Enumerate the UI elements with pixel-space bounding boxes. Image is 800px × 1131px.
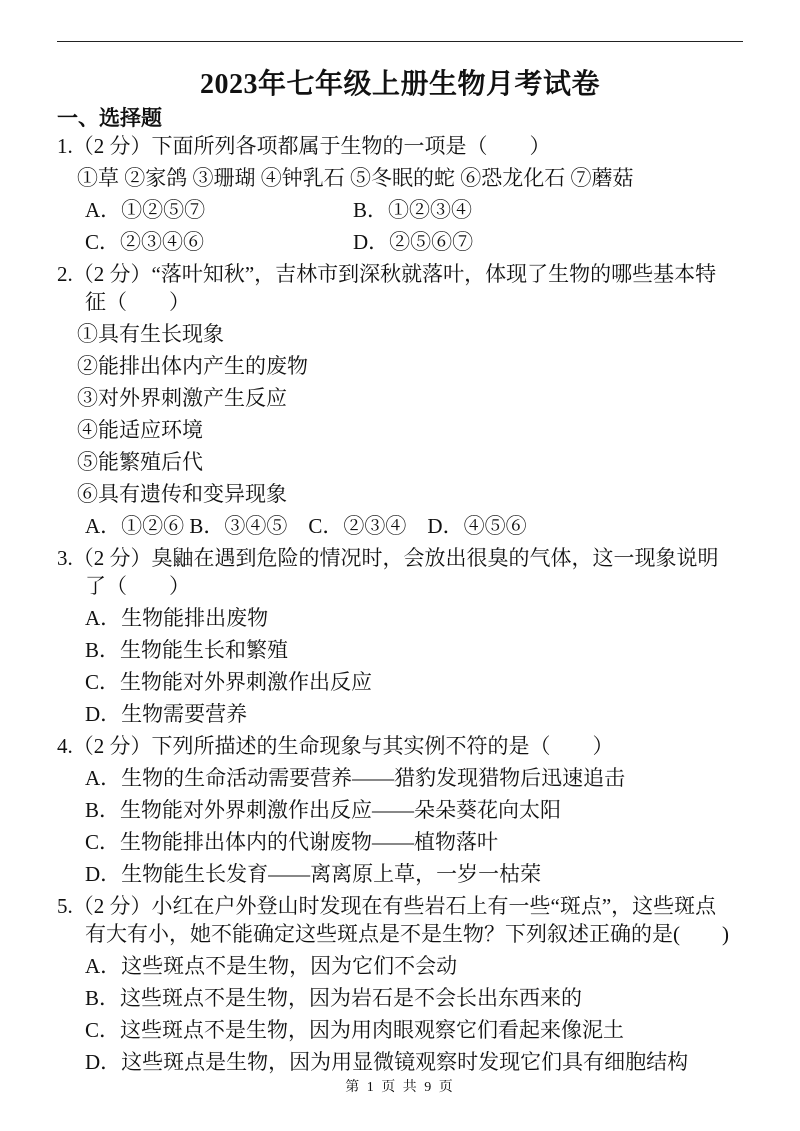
question-4-option-d[interactable]: D．生物能生长发育——离离原上草，一岁一枯荣 [85,862,542,886]
section-heading: 一、选择题 [57,106,162,130]
question-5-stem: 5.（2 分）小红在户外登山时发现在有些岩石上有一些“斑点”，这些斑点 [57,894,717,918]
question-5-option-d[interactable]: D．这些斑点是生物，因为用显微镜观察时发现它们具有细胞结构 [85,1050,689,1074]
page-footer: 第 1 页 共 9 页 [345,1080,455,1095]
question-3-option-b[interactable]: B．生物能生长和繁殖 [85,638,289,662]
question-2-item: ⑥具有遗传和变异现象 [77,482,287,506]
question-3-option-d[interactable]: D．生物需要营养 [85,702,248,726]
question-1-stem: 1.（2 分）下面所列各项都属于生物的一项是（ ） [57,134,551,158]
page-title: 2023年七年级上册生物月考试卷 [199,69,600,100]
question-1-items: ①草 ②家鸽 ③珊瑚 ④钟乳石 ⑤冬眠的蛇 ⑥恐龙化石 ⑦蘑菇 [77,166,634,190]
question-2-options[interactable]: A．①②⑥ B．③④⑤ C．②③④ D．④⑤⑥ [85,514,527,538]
question-3-stem-cont: 了（ ） [85,574,190,598]
question-2-item: ④能适应环境 [77,418,203,442]
question-1-option-b[interactable]: B．①②③④ [353,198,473,222]
question-3-stem: 3.（2 分）臭鼬在遇到危险的情况时，会放出很臭的气体，这一现象说明 [57,546,719,570]
question-5-option-c[interactable]: C．这些斑点不是生物，因为用肉眼观察它们看起来像泥土 [85,1018,625,1042]
question-5-option-b[interactable]: B．这些斑点不是生物，因为岩石是不会长出东西来的 [85,986,583,1010]
question-1-option-d[interactable]: D．②⑤⑥⑦ [353,230,474,254]
question-1-option-a[interactable]: A．①②⑤⑦ [85,198,206,222]
question-5-option-a[interactable]: A．这些斑点不是生物，因为它们不会动 [85,954,458,978]
question-2-item: ②能排出体内产生的废物 [77,354,308,378]
question-4-stem: 4.（2 分）下列所描述的生命现象与其实例不符的是（ ） [57,734,614,758]
question-2-item: ①具有生长现象 [77,322,224,346]
header-rule [57,41,743,42]
question-2-stem: 2.（2 分）“落叶知秋”，吉林市到深秋就落叶，体现了生物的哪些基本特 [57,262,717,286]
question-4-option-a[interactable]: A．生物的生命活动需要营养——猎豹发现猎物后迅速追击 [85,766,626,790]
question-2-item: ⑤能繁殖后代 [77,450,203,474]
question-4-option-b[interactable]: B．生物能对外界刺激作出反应——朵朵葵花向太阳 [85,798,562,822]
question-3-option-c[interactable]: C．生物能对外界刺激作出反应 [85,670,373,694]
question-3-option-a[interactable]: A．生物能排出废物 [85,606,269,630]
question-2-item: ③对外界刺激产生反应 [77,386,287,410]
question-4-option-c[interactable]: C．生物能排出体内的代谢废物——植物落叶 [85,830,499,854]
question-1-option-c[interactable]: C．②③④⑥ [85,230,205,254]
question-2-stem-cont: 征（ ） [85,290,190,314]
question-5-stem-cont: 有大有小，她不能确定这些斑点是不是生物？下列叙述正确的是( ) [85,922,729,946]
